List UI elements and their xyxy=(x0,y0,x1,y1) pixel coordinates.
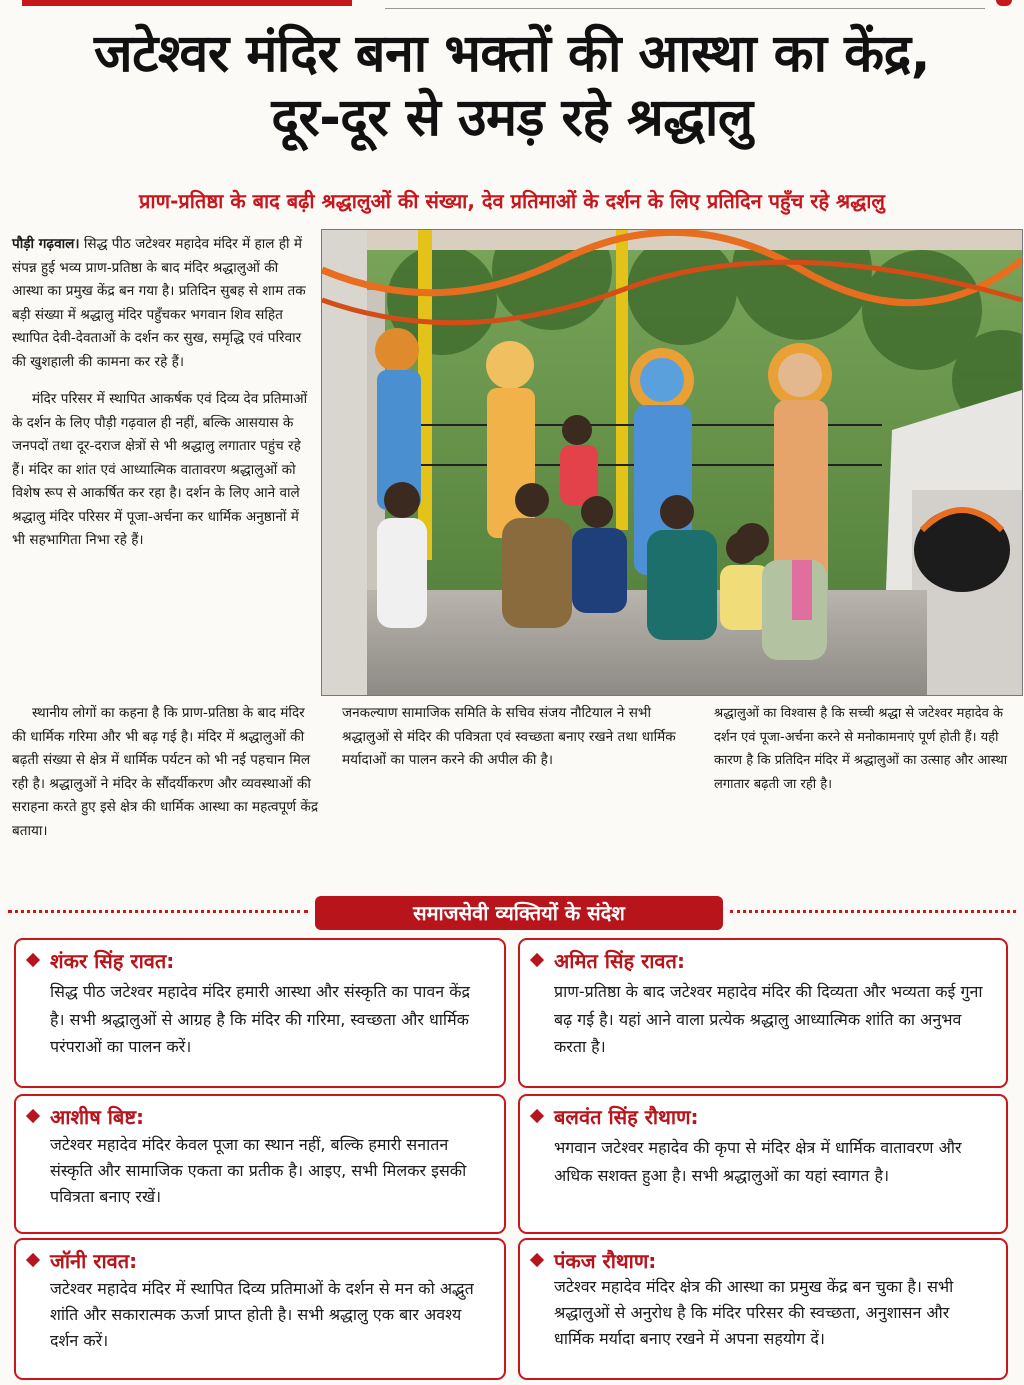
message-author-name: जॉनी रावत: xyxy=(50,1249,138,1273)
messages-section-title: समाजसेवी व्यक्तियों के संदेश xyxy=(315,896,723,930)
message-box-6 xyxy=(518,1238,1008,1380)
section-dotted-line-left xyxy=(8,910,308,913)
article-paragraph-5 xyxy=(714,702,1020,796)
message-box-5 xyxy=(14,1238,506,1380)
article-paragraph-2 xyxy=(12,388,310,553)
article-paragraph-4 xyxy=(342,702,694,773)
article-paragraph-1 xyxy=(12,233,310,374)
message-author xyxy=(532,1102,699,1132)
article-column-middle xyxy=(342,702,694,773)
paragraph-2-text: मंदिर परिसर में स्थापित आकर्षक एवं दिव्य देव प्रतिमाओं के दर्शन के लिए पौड़ी गढ़वाल ही नहीं, बल्कि आसयास के जनपदों तथा दूर-दराज क्षेत्रों से भी श्रद्धालु लगातार पहुंच रहे हैं। मंदिर का शांत एवं आध्यात्मिक वातावरण श्रद्धालुओं को विशेष रूप से आकर्षित कर रहा है। दर्शन के लिए आने वाले श्रद्धालु मंदिर परिसर में पूजा-अर्चना कर धार्मिक अनुष्ठानों में भी सहभागिता निभा रहे हैं। xyxy=(12,391,308,548)
masthead-red-bar xyxy=(22,0,352,6)
message-text: प्राण-प्रतिष्ठा के बाद जटेश्वर महादेव मंदिर की दिव्यता और भव्यता कई गुना बढ़ गई है। यहां आने वाला प्रत्येक श्रद्धालु आध्यात्मिक शांति का अनुभव करता है। xyxy=(554,982,983,1056)
article-column-left xyxy=(12,233,310,553)
masthead-strip xyxy=(0,0,1024,12)
masthead-dot xyxy=(996,0,1012,6)
message-box-1 xyxy=(14,938,506,1088)
headline-line-2: दूर-दूर से उमड़ रहे श्रद्धालु xyxy=(271,88,753,148)
message-author-name: अमित सिंह रावत: xyxy=(554,949,685,973)
diamond-bullet-icon xyxy=(530,1109,544,1123)
message-author-name: आशीष बिष्ट: xyxy=(50,1105,145,1129)
message-text: जटेश्वर महादेव मंदिर क्षेत्र की आस्था का प्रमुख केंद्र बन चुका है। सभी श्रद्धालुओं से अनुरोध है कि मंदिर परिसर की स्वच्छता, अनुशासन और धार्मिक मर्यादा बनाए रखने में अपना सहयोग दें। xyxy=(554,1277,954,1348)
message-author xyxy=(28,1246,137,1276)
diamond-bullet-icon xyxy=(530,1253,544,1267)
article-column-left-bottom xyxy=(12,702,322,843)
message-author-name: शंकर सिंह रावत: xyxy=(50,949,175,973)
messages-section-header xyxy=(8,896,1016,930)
message-box-4 xyxy=(518,1094,1008,1234)
message-author-name: पंकज रौथाण: xyxy=(554,1249,657,1273)
diamond-bullet-icon xyxy=(26,953,40,967)
article-paragraph-3 xyxy=(12,702,322,843)
headline-line-1: जटेश्वर मंदिर बना भक्तों की आस्था का केंद्र, xyxy=(94,24,930,84)
masthead-rule xyxy=(385,0,985,9)
paragraph-3-text: स्थानीय लोगों का कहना है कि प्राण-प्रतिष्ठा के बाद मंदिर की धार्मिक गरिमा और भी बढ़ गई है। मंदिर में श्रद्धालुओं की बढ़ती संख्या से क्षेत्र में धार्मिक पर्यटन को भी नई पहचान मिल रही है। श्रद्धालुओं ने मंदिर के सौंदर्यीकरण और व्यवस्थाओं की सराहना करते हुए इसे क्षेत्र की धार्मिक आस्था का महत्वपूर्ण केंद्र बताया। xyxy=(12,705,319,839)
message-text: भगवान जटेश्वर महादेव की कृपा से मंदिर क्षेत्र में धार्मिक वातावरण और अधिक सशक्त हुआ है। सभी श्रद्धालुओं का यहां स्वागत है। xyxy=(554,1138,962,1185)
message-box-2 xyxy=(518,938,1008,1088)
message-author xyxy=(28,946,174,976)
section-dotted-line-right xyxy=(730,910,1016,913)
subheadline: प्राण-प्रतिष्ठा के बाद बढ़ी श्रद्धालुओं की संख्या, देव प्रतिमाओं के दर्शन के लिए प्रतिदिन पहुँच रहे श्रद्धालु xyxy=(139,189,885,213)
message-text: जटेश्वर महादेव मंदिर केवल पूजा का स्थान नहीं, बल्कि हमारी सनातन संस्कृति और सामाजिक एकता का प्रतीक है। आइए, सभी मिलकर इसकी पवित्रता बनाए रखें। xyxy=(50,1135,467,1206)
paragraph-4-text: जनकल्याण सामाजिक समिति के सचिव संजय नौटियाल ने सभी श्रद्धालुओं से मंदिर की पवित्रता एवं स्वच्छता बनाए रखने तथा धार्मिक मर्यादाओं का पालन करने की अपील की है। xyxy=(342,705,676,768)
message-author-name: बलवंत सिंह रौथाण: xyxy=(554,1105,699,1129)
paragraph-5-text: श्रद्धालुओं का विश्वास है कि सच्ची श्रद्धा से जटेश्वर महादेव के दर्शन एवं पूजा-अर्चना करने से मनोकामनाएं पूर्ण होती हैं। यही कारण है कि प्रतिदिन मंदिर में श्रद्धालुओं का उत्साह और आस्था लगातार बढ़ती जा रही है। xyxy=(714,706,1008,792)
dateline: पौड़ी गढ़वाल। xyxy=(12,236,80,252)
article-column-right xyxy=(714,702,1020,796)
diamond-bullet-icon xyxy=(530,953,544,967)
message-box-3 xyxy=(14,1094,506,1234)
message-text: सिद्ध पीठ जटेश्वर महादेव मंदिर हमारी आस्था और संस्कृति का पावन केंद्र है। सभी श्रद्धालुओं से आग्रह है कि मंदिर की गरिमा, स्वच्छता और धार्मिक परंपराओं का पालन करें। xyxy=(50,982,470,1056)
temple-photo xyxy=(321,229,1023,696)
message-text: जटेश्वर महादेव मंदिर में स्थापित दिव्य प्रतिमाओं के दर्शन से मन को अद्भुत शांति और सकारात्मक ऊर्जा प्राप्त होती है। सभी श्रद्धालु एक बार अवश्य दर्शन करें। xyxy=(50,1279,474,1350)
paragraph-1-text: सिद्ध पीठ जटेश्वर महादेव मंदिर में हाल ही में संपन्न हुई भव्य प्राण-प्रतिष्ठा के बाद मंदिर श्रद्धालुओं की आस्था का प्रमुख केंद्र बन गया है। प्रतिदिन सुबह से शाम तक बड़ी संख्या में श्रद्धालु मंदिर पहुँचकर भगवान शिव सहित स्थापित देवी-देवताओं के दर्शन कर सुख, समृद्धि एवं परिवार की खुशहाली की कामना कर रहे हैं। xyxy=(12,236,306,370)
headline xyxy=(0,22,1024,150)
message-author xyxy=(28,1102,144,1132)
diamond-bullet-icon xyxy=(26,1253,40,1267)
diamond-bullet-icon xyxy=(26,1109,40,1123)
message-author xyxy=(532,946,685,976)
temple-photo-illustration xyxy=(322,230,1022,695)
message-author xyxy=(532,1246,656,1276)
